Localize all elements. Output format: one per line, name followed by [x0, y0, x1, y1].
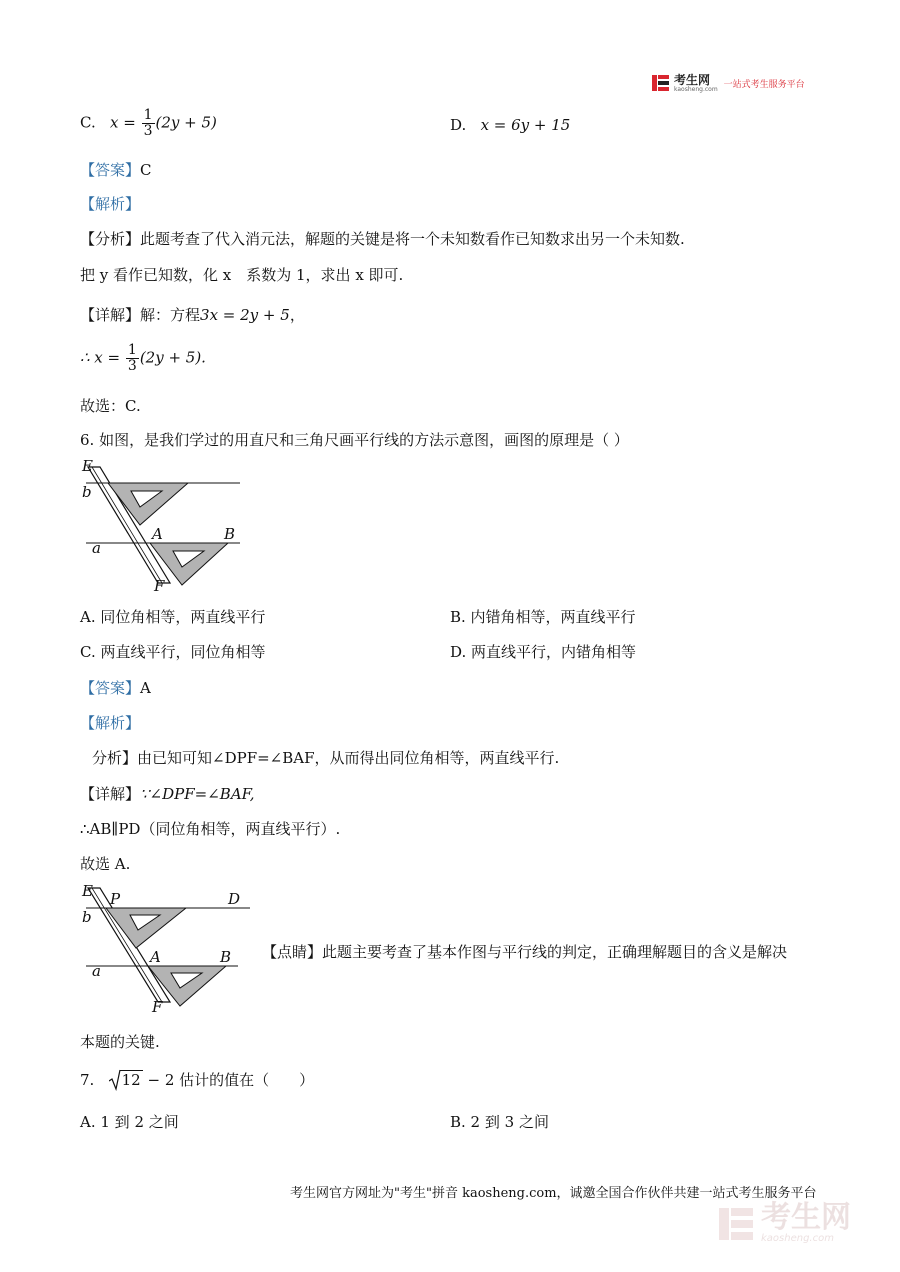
brand-logo — [651, 71, 805, 95]
watermark-name: 考生网 — [761, 1200, 851, 1235]
logo-name: 考生网 — [674, 72, 711, 87]
watermark-logo-icon — [717, 1204, 757, 1244]
option-d-expr: x = 6y + 15 — [480, 116, 571, 134]
q7-stem — [80, 1069, 314, 1090]
detail-equation: 3x = 2y + 5 — [200, 306, 290, 324]
fraction-denominator: 3 — [127, 358, 137, 374]
label-D: D — [228, 890, 241, 908]
question-number: 7. — [80, 1071, 95, 1089]
label-E: E — [82, 457, 93, 475]
q6-option-b: B. 内错角相等，两直线平行 — [450, 608, 636, 626]
label-b: b — [82, 483, 92, 501]
logo-domain: kaosheng.com — [674, 85, 718, 93]
option-label: C. — [80, 113, 96, 132]
detail-tag: 【详解】 — [80, 785, 141, 803]
q5-line2: 把 y 看作已知数，化 x 系数为 1，求出 x 即可. — [80, 266, 404, 284]
q5-answer — [80, 159, 152, 180]
minus-term: − 2 — [147, 1071, 175, 1089]
fraction — [126, 343, 139, 374]
stem-tail: 估计的值在（ ） — [179, 1071, 315, 1089]
fenxi-tag: 【分析】 — [80, 230, 141, 248]
fraction — [142, 108, 155, 139]
q5-option-c — [80, 108, 217, 139]
answer-tag: 【答案】 — [80, 679, 141, 697]
q6-figure — [78, 455, 258, 595]
detail-text: 解：方程 — [140, 306, 201, 324]
q5-choose: 故选：C. — [80, 397, 141, 415]
q6-choose: 故选 A. — [80, 855, 131, 873]
brand-logo-icon — [651, 73, 671, 93]
therefore-lhs: ∴ x = — [80, 348, 121, 367]
option-c-lhs: x = — [110, 113, 136, 132]
radicand: 12 — [121, 1071, 141, 1089]
option-c-rhs: (2y + 5) — [155, 113, 217, 132]
dianjing-tag: 【点睛】 — [262, 943, 323, 961]
label-P: P — [110, 890, 121, 908]
detail-comma: ， — [289, 306, 305, 324]
detail-text: ∵∠DPF=∠BAF, — [140, 785, 255, 803]
therefore-rhs: (2y + 5). — [139, 348, 206, 367]
label-E: E — [82, 882, 93, 900]
q6-solution-figure — [78, 880, 258, 1020]
label-a: a — [92, 962, 101, 980]
label-A: A — [150, 948, 161, 966]
q5-detail — [80, 304, 305, 325]
sqrt-expression — [109, 1071, 143, 1089]
fraction-numerator: 1 — [143, 107, 153, 123]
answer-value: A — [140, 679, 151, 697]
answer-tag: 【答案】 — [80, 161, 141, 179]
ruler — [88, 888, 170, 1002]
q6-answer — [80, 677, 151, 698]
answer-value: C — [140, 161, 152, 179]
q6-option-c: C. 两直线平行，同位角相等 — [80, 643, 266, 661]
watermark — [717, 1200, 851, 1244]
detail-tag: 【详解】 — [80, 306, 141, 324]
fraction-denominator: 3 — [143, 123, 153, 139]
label-B: B — [224, 525, 236, 543]
q6-therefore: ∴AB∥PD（同位角相等，两直线平行）. — [80, 820, 341, 838]
q6-detail — [80, 783, 255, 804]
watermark-domain: kaosheng.com — [761, 1233, 834, 1244]
q6-fenxi: 分析】由已知可知∠DPF=∠BAF，从而得出同位角相等，两直线平行. — [92, 749, 560, 767]
footer-text: 考生网官方网址为"考生"拼音 kaosheng.com，诚邀全国合作伙伴共建一站式考生服务平台 — [290, 1186, 817, 1201]
q6-analysis-tag: 【解析】 — [80, 714, 141, 732]
q7-option-a: A. 1 到 2 之间 — [80, 1113, 179, 1131]
logo-slogan: 一站式考生服务平台 — [723, 79, 805, 90]
q5-therefore — [80, 343, 206, 374]
dianjing-text: 此题主要考查了基本作图与平行线的判定，正确理解题目的含义是解决 — [322, 943, 788, 961]
q6-option-a: A. 同位角相等，两直线平行 — [80, 608, 266, 626]
q6-dianjing-cont: 本题的关键. — [80, 1033, 160, 1051]
q6-option-d: D. 两直线平行，内错角相等 — [450, 643, 637, 661]
label-a: a — [92, 539, 101, 557]
label-F: F — [152, 998, 163, 1016]
q6-stem: 6. 如图，是我们学过的用直尺和三角尺画平行线的方法示意图，画图的原理是（ ） — [80, 431, 629, 449]
label-b: b — [82, 908, 92, 926]
label-B: B — [220, 948, 232, 966]
q6-dianjing — [262, 941, 787, 962]
q7-option-b: B. 2 到 3 之间 — [450, 1113, 549, 1131]
fenxi-text: 此题考查了代入消元法，解题的关键是将一个未知数看作已知数求出另一个未知数. — [140, 230, 685, 248]
option-label: D. — [450, 116, 467, 134]
q5-option-d — [450, 116, 570, 134]
label-F: F — [154, 577, 165, 595]
q5-fenxi — [80, 228, 685, 249]
label-A: A — [152, 525, 163, 543]
radical-sign-icon — [109, 1069, 121, 1091]
q5-analysis-tag: 【解析】 — [80, 195, 141, 213]
fraction-numerator: 1 — [127, 342, 137, 358]
